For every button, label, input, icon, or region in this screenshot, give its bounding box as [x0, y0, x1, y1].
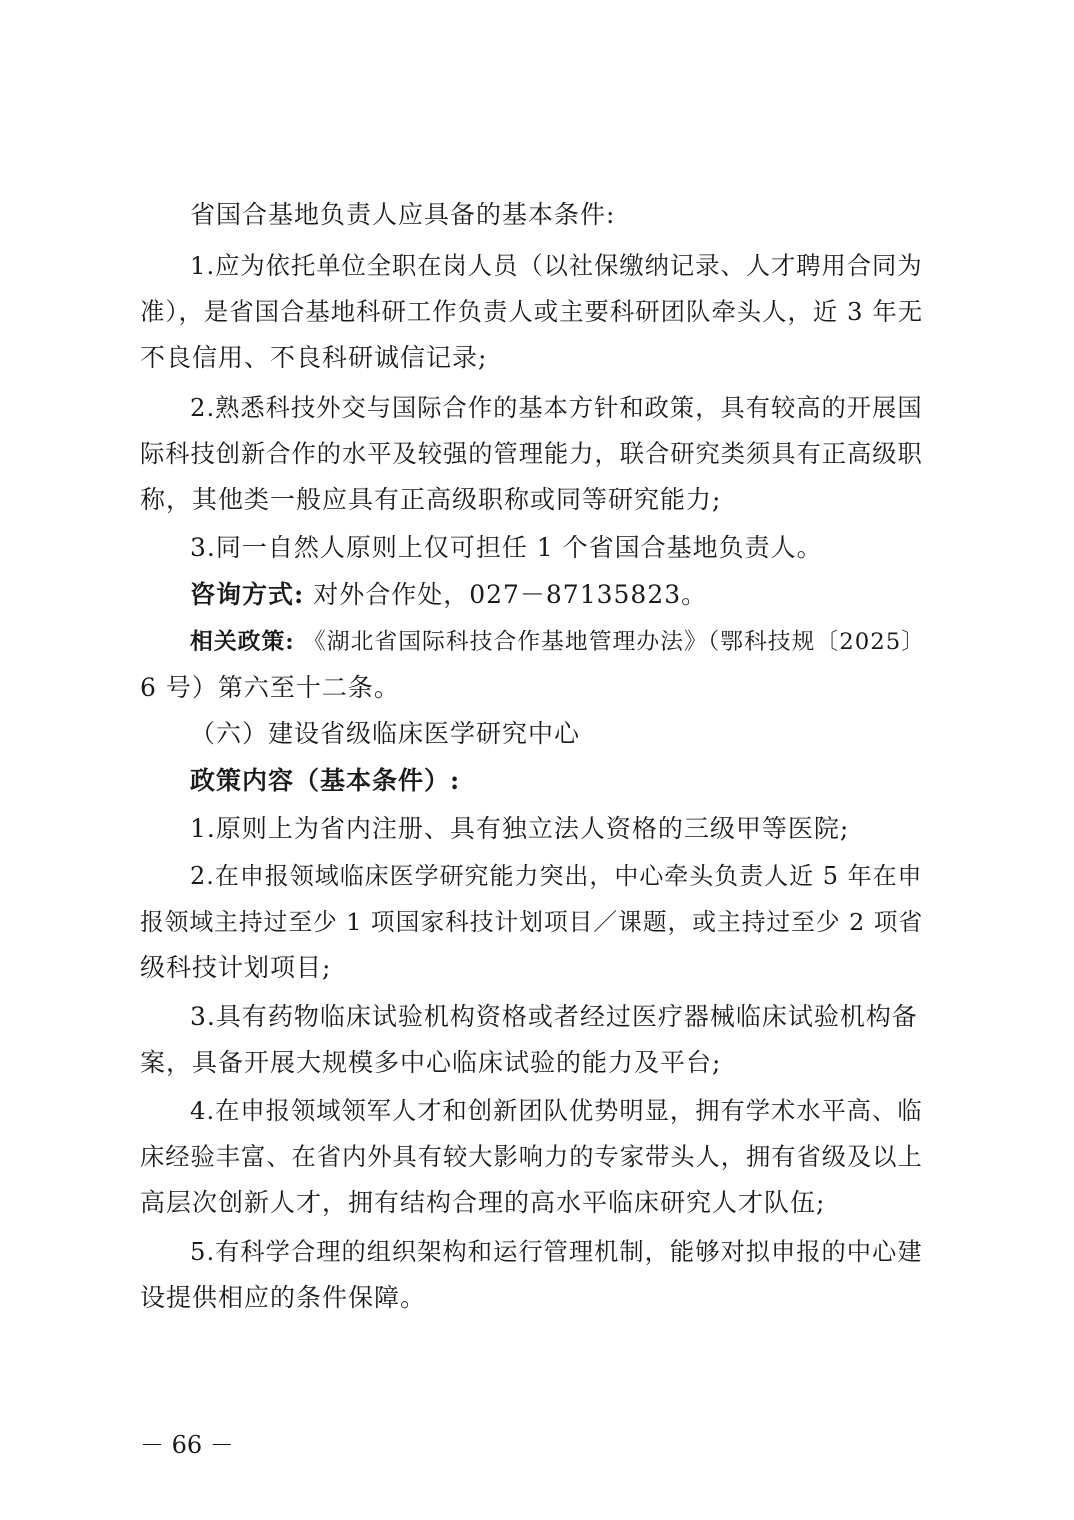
- condition-5-line-1: 5.有科学合理的组织架构和运行管理机制，能够对拟申报的中心建: [190, 1237, 923, 1266]
- condition-4-line-2: 床经验丰富、在省内外具有较大影响力的专家带头人，拥有省级及以上: [140, 1142, 923, 1171]
- policy-line-2: 6 号）第六至十二条。: [140, 673, 400, 702]
- condition-2-line-3: 级科技计划项目;: [140, 953, 332, 982]
- condition-3-line-2: 案，具备开展大规模多中心临床试验的能力及平台;: [140, 1048, 722, 1077]
- condition-5-line-2: 设提供相应的条件保障。: [140, 1283, 427, 1312]
- condition-2-line-2: 报领域主持过至少 1 项国家科技计划项目／课题，或主持过至少 2 项省: [140, 908, 924, 936]
- policy-text: 《湖北省国际科技合作基地管理办法》（鄂科技规〔2025〕: [302, 629, 926, 655]
- consult-text: 对外合作处，027－87135823。: [313, 580, 708, 609]
- section-heading: （六）建设省级临床医学研究中心: [190, 719, 581, 748]
- consult-line: [190, 580, 707, 610]
- consult-label: 咨询方式:: [190, 580, 305, 609]
- item-3-line-1: 3.同一自然人原则上仅可担任 1 个省国合基地负责人。: [190, 533, 823, 562]
- policy-label: 相关政策:: [190, 629, 295, 655]
- item-1-line-2: 准），是省国合基地科研工作负责人或主要科研团队牵头人，近 3 年无: [140, 297, 924, 326]
- condition-1: 1.原则上为省内注册、具有独立法人资格的三级甲等医院;: [190, 814, 850, 843]
- item-2-line-2: 际科技创新合作的水平及较强的管理能力，联合研究类须具有正高级职: [140, 439, 923, 468]
- item-2-line-1: 2.熟悉科技外交与国际合作的基本方针和政策，具有较高的开展国: [190, 393, 923, 422]
- condition-4-line-3: 高层次创新人才，拥有结构合理的高水平临床研究人才队伍;: [140, 1188, 826, 1217]
- item-1-line-1: 1.应为依托单位全职在岗人员（以社保缴纳记录、人才聘用合同为: [190, 251, 923, 280]
- item-1-line-3: 不良信用、不良科研诚信记录;: [140, 343, 488, 372]
- condition-4-line-1: 4.在申报领域领军人才和创新团队优势明显，拥有学术水平高、临: [190, 1096, 923, 1125]
- paragraph-intro: 省国合基地负责人应具备的基本条件:: [190, 200, 616, 229]
- policy-line: [190, 627, 925, 657]
- condition-2-line-1: 2.在申报领域临床医学研究能力突出，中心牵头负责人近 5 年在申: [190, 862, 923, 890]
- item-2-line-3: 称，其他类一般应具有正高级职称或同等研究能力;: [140, 485, 722, 514]
- page-number: － 66 －: [140, 1431, 234, 1459]
- condition-3-line-1: 3.具有药物临床试验机构资格或者经过医疗器械临床试验机构备: [190, 1002, 918, 1031]
- policy-content-heading: 政策内容（基本条件）:: [190, 766, 461, 795]
